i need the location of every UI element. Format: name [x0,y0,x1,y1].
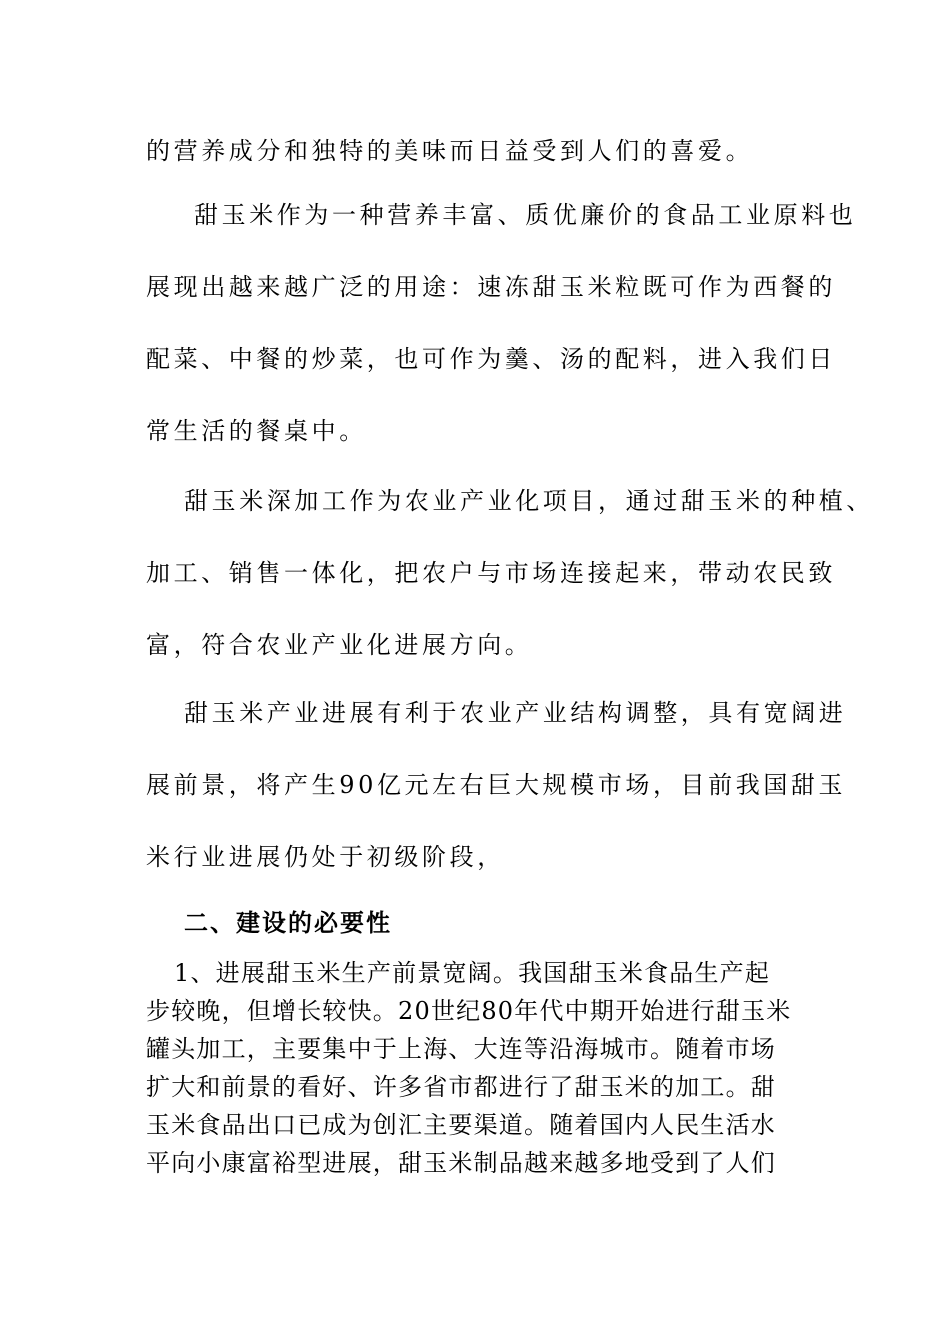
paragraph-3-line-2: 加工、销售一体化，把农户与市场连接起来，带动农民致 [146,559,836,587]
paragraph-5-line-2: 步较晚，但增长较快。20世纪80年代中期开始进行甜玉米 [146,997,792,1025]
paragraph-4-line-1: 甜玉米产业进展有利于农业产业结构调整，具有宽阔进 [184,699,847,727]
section-heading: 二、建设的必要性 [184,909,392,937]
paragraph-5-line-3: 罐头加工，主要集中于上海、大连等沿海城市。随着市场 [146,1035,776,1063]
paragraph-4-line-3: 米行业进展仍处于初级阶段， [146,843,505,871]
paragraph-5-line-4: 扩大和前景的看好、许多省市都进行了甜玉米的加工。甜 [146,1073,776,1101]
paragraph-2-line-1: 甜玉米作为一种营养丰富、质优廉价的食品工业原料也 [194,201,857,229]
paragraph-5-line-1: 1、进展甜玉米生产前景宽阔。我国甜玉米食品生产起 [174,959,771,987]
paragraph-1-line-1: 的营养成分和独特的美味而日益受到人们的喜爱。 [146,137,754,165]
paragraph-2-line-3: 配菜、中餐的炒菜，也可作为羹、汤的配料，进入我们日 [146,345,836,373]
paragraph-3-line-1: 甜玉米深加工作为农业产业化项目，通过甜玉米的种植、 [184,487,874,515]
paragraph-2-line-2: 展现出越来越广泛的用途：速冻甜玉米粒既可作为西餐的 [146,273,836,301]
paragraph-5-line-5: 玉米食品出口已成为创汇主要渠道。随着国内人民生活水 [146,1111,776,1139]
paragraph-5-line-6: 平向小康富裕型进展，甜玉米制品越来越多地受到了人们 [146,1149,776,1177]
paragraph-2-line-4: 常生活的餐桌中。 [146,417,367,445]
paragraph-3-line-3: 富，符合农业产业化进展方向。 [146,631,533,659]
paragraph-4-line-2: 展前景，将产生90亿元左右巨大规模市场，目前我国甜玉 [146,771,847,799]
